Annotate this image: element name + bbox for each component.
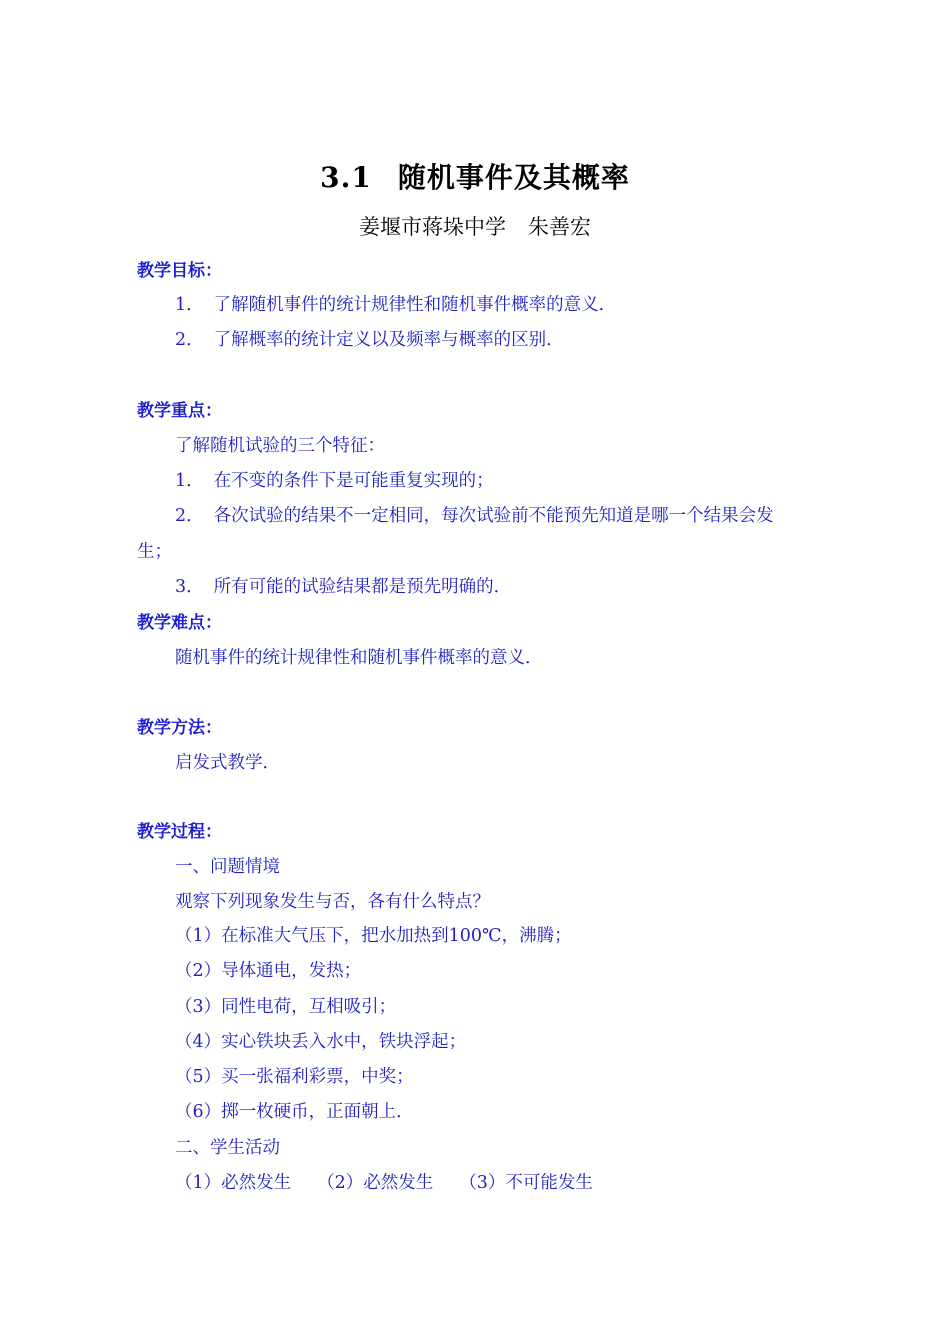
phenomenon-item: （1）在标准大气压下，把水加热到100℃，沸腾； [175, 926, 572, 946]
process-question: 观察下列现象发生与否，各有什么特点？ [175, 892, 490, 912]
process-heading: 教学过程： [137, 822, 222, 842]
phenomenon-item: （4）实心铁块丢入水中，铁块浮起； [175, 1032, 467, 1052]
answer-item: （3）不可能发生 [459, 1173, 593, 1193]
objectives-heading: 教学目标： [137, 261, 222, 281]
author-school: 姜堰市蒋垛中学 [359, 215, 506, 239]
objective-item: 2． 了解概率的统计定义以及频率与概率的区别． [175, 330, 564, 350]
key-points-heading: 教学重点： [137, 401, 222, 421]
method-text: 启发式教学． [175, 753, 280, 773]
lesson-number: 3.1 [320, 161, 372, 194]
author-name: 朱善宏 [528, 215, 591, 239]
phenomenon-item: （5）买一张福利彩票，中奖； [175, 1067, 414, 1087]
author-line [0, 212, 950, 242]
key-points-intro: 了解随机试验的三个特征： [175, 436, 385, 456]
phenomenon-item: （3）同性电荷，互相吸引； [175, 997, 397, 1017]
phenomenon-item: （6）掷一枚硬币，正面朝上． [175, 1102, 414, 1122]
answer-item: （2）必然发生 [317, 1173, 434, 1193]
process-section-2: 二、学生活动 [175, 1138, 280, 1158]
process-section-1: 一、问题情境 [175, 857, 280, 877]
answers-line [175, 1170, 865, 1196]
answer-item: （1）必然发生 [175, 1173, 292, 1193]
objective-item: 1． 了解随机事件的统计规律性和随机事件概率的意义． [175, 295, 617, 315]
lesson-title-text: 随机事件及其概率 [397, 161, 630, 194]
lesson-title [0, 158, 950, 198]
key-point-item: 3． 所有可能的试验结果都是预先明确的． [175, 577, 512, 597]
difficulties-text: 随机事件的统计规律性和随机事件概率的意义． [175, 648, 543, 668]
key-point-item: 2． 各次试验的结果不一定相同，每次试验前不能预先知道是哪一个结果会发 [175, 506, 774, 526]
difficulties-heading: 教学难点： [137, 613, 222, 633]
method-heading: 教学方法： [137, 718, 222, 738]
phenomenon-item: （2）导体通电，发热； [175, 961, 362, 981]
key-point-item: 1． 在不变的条件下是可能重复实现的； [175, 471, 494, 491]
key-point-continuation: 生； [137, 542, 172, 562]
